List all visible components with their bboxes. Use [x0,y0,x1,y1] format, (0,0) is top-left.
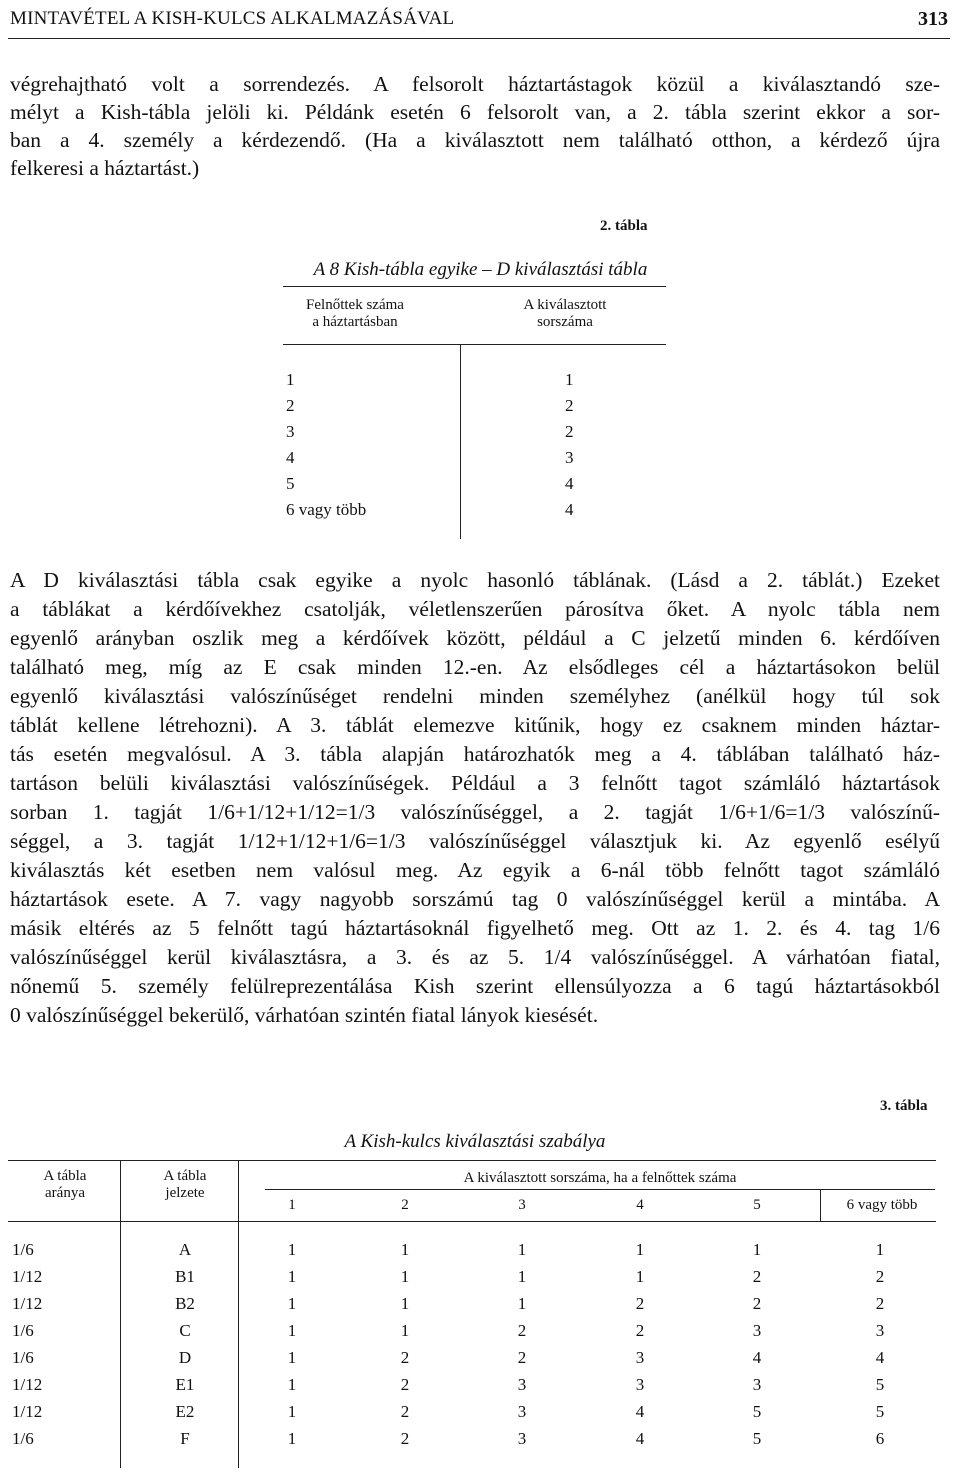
table3-ratio-header: A tábla aránya [43,1168,87,1201]
table3-subheader: 3 [518,1197,526,1213]
table2-number: 2. tábla [600,218,648,234]
table2-cell: 2 [286,396,295,415]
table3-label-cell: C [179,1321,191,1340]
table3-ratio-cell: 1/12 [12,1267,43,1286]
table3-value-cell: 2 [752,1267,762,1286]
table3-value-cell: 3 [875,1321,885,1340]
body-line: háztartások esete. A 7. vagy nagyobb sorszámú tag 0 valószínűséggel kerül a mintába. A [10,887,940,911]
table3-value-cell: 2 [517,1321,527,1340]
intro-paragraph [10,70,940,182]
body-line: nőnemű 5. személy felülreprezentálása Kish szerint ellensúlyozza a 6 tagú háztartásokból [10,974,940,998]
table2-col2-header: A kiválasztott sorszáma [523,297,607,330]
intro-line: végrehajtható volt a sorrendezés. A felsorolt háztartástagok közül a kiválasztandó sze- [10,72,940,96]
table3-value-cell: 1 [517,1240,527,1259]
table2-cell: 1 [286,370,295,389]
page-number: 313 [918,8,948,30]
table3-value-cell: 2 [875,1267,885,1286]
table3-value-cell: 2 [635,1321,645,1340]
table3-group-rule [265,1189,935,1190]
body-line: 0 valószínűséggel bekerülő, várhatóan szintén fiatal lányok kiesését. [10,1003,599,1027]
table3-value-cell: 1 [287,1429,297,1448]
table3-subheader: 6 vagy több [846,1197,918,1213]
table3-ratio-cell: 1/6 [12,1321,34,1340]
table3-value-cell: 1 [400,1294,410,1313]
table3-value-cell: 3 [635,1348,645,1367]
body-line: táblát kellene létrehozni). A 3. táblát elemezve kitűnik, hogy ez csaknem minden háztar- [10,713,940,737]
table3-value-cell: 1 [287,1240,297,1259]
table2-cell: 4 [565,474,574,493]
table3-value-cell: 4 [635,1402,645,1421]
table3-value-cell: 2 [400,1375,410,1394]
table2-cell: 5 [286,474,295,493]
intro-line: ban a 4. személy a kérdezendő. (Ha a kiválasztott nem található otthon, a kérdező újra [10,128,940,152]
table3-subheader: 1 [288,1197,296,1213]
table3-value-cell: 3 [752,1321,762,1340]
table3-value-cell: 1 [517,1267,527,1286]
body-line: másik eltérés az 5 felnőtt tagú háztartásoknál figyelhető meg. Ott az 1. 2. és 4. tag 1/6 [10,916,940,940]
table3-divider [238,1160,239,1468]
table3-value-cell: 5 [875,1402,885,1421]
table3-ratio-cell: 1/6 [12,1240,34,1259]
table3-value-cell: 1 [752,1240,762,1259]
table2-cell: 1 [565,370,574,389]
table2-cell: 3 [286,422,295,441]
table3-top-rule [8,1160,936,1161]
body-line: kiválasztás két esetben nem valósul meg. Az egyik a 6-nál több felnőtt tagot számláló [10,858,940,882]
table2-cell: 4 [565,500,574,519]
table3-value-cell: 2 [752,1294,762,1313]
table3-value-cell: 6 [875,1429,885,1448]
table3-value-cell: 4 [635,1429,645,1448]
table3-value-cell: 1 [875,1240,885,1259]
body-line: valószínűséggel kerül kiválasztásra, a 3. és az 5. 1/4 valószínűséggel. A várhatóan fiatal, [10,945,940,969]
header-rule [8,38,950,39]
table3-divider [120,1160,121,1468]
body-line: egyenlő arányban oszlik meg a kérdőívek között, például a C jelzetű minden 6. kérdőíven [10,626,940,650]
body-line: egyenlő kiválasztási valószínűséget rendelni minden személyhez (anélkül hogy túl sok [10,684,940,708]
intro-line: mélyt a Kish-tábla jelöli ki. Példánk esetén 6 felsorolt van, a 2. tábla szerint ekkor a sor- [10,100,940,124]
body-line: a táblákat a kérdőívekhez csatolják, véletlenszerűen párosítva őket. A nyolc tábla nem [10,597,940,621]
table2-cell: 2 [565,422,574,441]
table3-label-cell: B2 [175,1294,195,1313]
table3-value-cell: 5 [752,1402,762,1421]
table3-number: 3. tábla [880,1098,928,1114]
table3-value-cell: 2 [400,1429,410,1448]
table3-value-cell: 4 [875,1348,885,1367]
table3-value-cell: 2 [517,1348,527,1367]
table3-label-header: A tábla jelzete [163,1168,207,1201]
table2-col1-header: Felnőttek száma a háztartásban [306,297,404,330]
table3-header-rule [8,1221,936,1222]
table3-value-cell: 2 [400,1402,410,1421]
body-paragraph [10,566,940,1030]
table3-ratio-cell: 1/12 [12,1375,43,1394]
table3-value-cell: 1 [287,1402,297,1421]
running-header: MINTAVÉTEL A KISH-KULCS ALKALMAZÁSÁVAL [10,8,455,29]
table3-value-cell: 3 [517,1429,527,1448]
table3-ratio-cell: 1/12 [12,1294,43,1313]
table3-divider [820,1189,821,1221]
table3-value-cell: 1 [287,1294,297,1313]
intro-line: felkeresi a háztartást.) [10,156,200,180]
table2-cell: 2 [565,396,574,415]
table3-title: A Kish-kulcs kiválasztási szabálya [344,1131,606,1152]
table2-column-divider [460,344,461,539]
table3-value-cell: 1 [517,1294,527,1313]
table3-value-cell: 1 [287,1267,297,1286]
table2-cell: 3 [565,448,574,467]
table3-value-cell: 2 [400,1348,410,1367]
body-line: tás esetén megvalósul. A 3. tábla alapján határozhatók meg a 4. táblában található ház- [10,742,940,766]
table3-label-cell: E1 [175,1375,195,1394]
table3-value-cell: 1 [400,1240,410,1259]
table3-value-cell: 1 [287,1375,297,1394]
table2-cell: 6 vagy több [286,500,367,519]
table3-group-header: A kiválasztott sorszáma, ha a felnőttek száma [463,1170,737,1186]
table3-label-cell: E2 [175,1402,195,1421]
table3-value-cell: 3 [752,1375,762,1394]
table3-subheader: 5 [753,1197,761,1213]
table3-label-cell: D [178,1348,192,1367]
table3-label-cell: F [180,1429,190,1448]
table2-top-rule [283,286,666,287]
body-line: tartáson belüli kiválasztási valószínűségek. Például a 3 felnőtt tagot számláló háztartások [10,771,940,795]
table3-label-cell: B1 [175,1267,195,1286]
body-line: sorban 1. tagját 1/6+1/12+1/12=1/3 valószínűséggel, a 2. tagját 1/6+1/6=1/3 valószínű- [10,800,940,824]
table3-value-cell: 1 [635,1267,645,1286]
table3-value-cell: 1 [635,1240,645,1259]
table3-value-cell: 1 [287,1348,297,1367]
table3-ratio-cell: 1/12 [12,1402,43,1421]
table3-value-cell: 3 [635,1375,645,1394]
table3-value-cell: 1 [400,1321,410,1340]
table2-title: A 8 Kish-tábla egyike – D kiválasztási tábla [313,259,648,280]
table3-value-cell: 2 [635,1294,645,1313]
table2-header-rule [283,344,666,345]
body-line: séggel, a 3. tagját 1/12+1/12+1/6=1/3 valószínűséggel választjuk ki. Az egyenlő esélyű [10,829,940,853]
table3-value-cell: 5 [875,1375,885,1394]
body-line: található meg, míg az E csak minden 12.-en. Az elsődleges cél a háztartásokon belül [10,655,940,679]
table2-cell: 4 [286,448,295,467]
table3-value-cell: 4 [752,1348,762,1367]
table3-label-cell: A [178,1240,192,1259]
table3-value-cell: 3 [517,1402,527,1421]
table3-value-cell: 5 [752,1429,762,1448]
table3-subheader: 2 [401,1197,409,1213]
table3-value-cell: 1 [287,1321,297,1340]
table3-value-cell: 3 [517,1375,527,1394]
body-line: A D kiválasztási tábla csak egyike a nyolc hasonló táblának. (Lásd a 2. táblát.) Ezeket [10,568,940,592]
table3-ratio-cell: 1/6 [12,1348,34,1367]
table3-value-cell: 1 [400,1267,410,1286]
table3-subheader: 4 [636,1197,644,1213]
table3-value-cell: 2 [875,1294,885,1313]
table3-ratio-cell: 1/6 [12,1429,34,1448]
